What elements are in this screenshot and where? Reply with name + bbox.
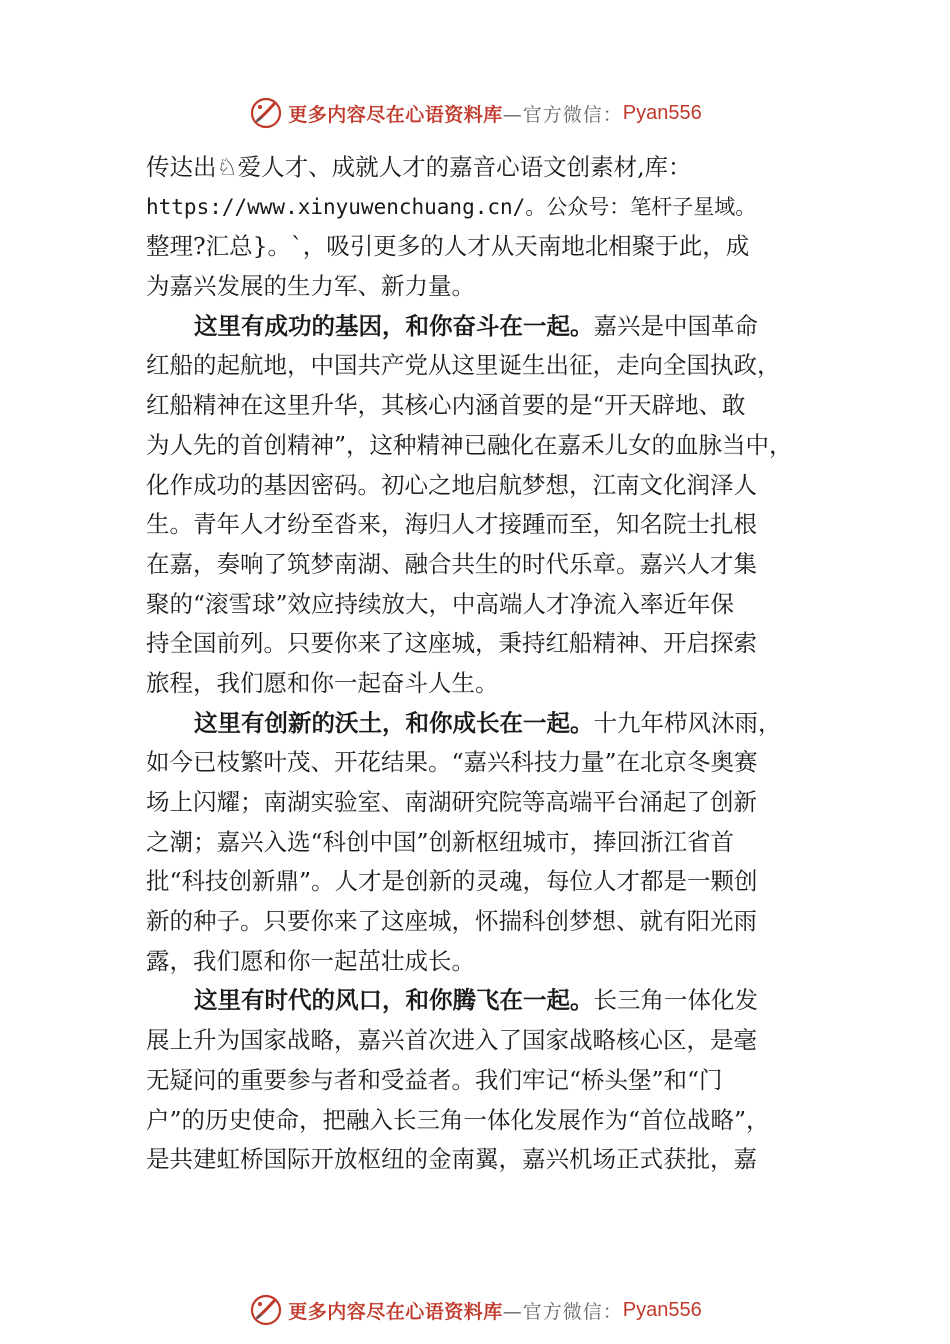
- paragraph-3-first-line: [146, 981, 818, 1021]
- header-watermark: [0, 93, 950, 133]
- body-line: 为人先的首创精神”，这种精神已融化在嘉禾儿女的血脉当中，: [146, 430, 793, 459]
- body-line: 聚的“滚雪球”效应持续放大，中高端人才净流入率近年保: [146, 589, 735, 618]
- header-text-wechat-label: —官方微信：: [502, 103, 623, 126]
- paragraph-2-heading: 这里有创新的沃土，和你成长在一起。: [194, 708, 594, 737]
- body-line: 化作成功的基因密码。初心之地启航梦想，江南文化润泽人: [146, 470, 757, 499]
- body-line: 无疑问的重要参与者和受益者。我们牢记“桥头堡”和“门: [146, 1065, 723, 1094]
- body-line: 为嘉兴发展的生力军、新力量。: [146, 272, 475, 301]
- body-line: 露，我们愿和你一起茁壮成长。: [146, 946, 475, 975]
- brush-logo-icon: [248, 95, 284, 131]
- body-line: 旅程，我们愿和你一起奋斗人生。: [146, 668, 499, 697]
- body-line: 场上闪耀；南湖实验室、南湖研究院等高端平台涌起了创新: [146, 788, 757, 816]
- body-line: 批“科技创新鼎”。人才是创新的灵魂，每位人才都是一颗创: [146, 867, 758, 896]
- body-line: 新的种子。只要你来了这座城，怀揣科创梦想、就有阳光雨: [146, 907, 757, 936]
- body-line: 持全国前列。只要你来了这座城，秉持红船精神、开启探索: [146, 629, 757, 658]
- body-line: 是共建虹桥国际开放枢纽的金南翼，嘉兴机场正式获批，嘉: [146, 1145, 757, 1174]
- body-line: 生。青年人才纷至沓来，海归人才接踵而至，知名院士扎根: [146, 510, 757, 539]
- header-text-wechat-id: Pyan556: [622, 101, 702, 124]
- body-line: https://www.xinyuwenchuang.cn/。公众号：笔杆子星域。: [146, 194, 757, 219]
- footer-text-wechat-label: —官方微信：: [502, 1300, 623, 1323]
- body-line: 在嘉，奏响了筑梦南湖、融合共生的时代乐章。嘉兴人才集: [146, 549, 757, 578]
- paragraph-1-text: 嘉兴是中国革命: [593, 311, 758, 340]
- document-body: [146, 148, 818, 1180]
- body-line: 之潮；嘉兴入选“科创中国”创新枢纽城市，捧回浙江省首: [146, 827, 735, 856]
- paragraph-3-heading: 这里有时代的风口，和你腾飞在一起。: [194, 986, 594, 1015]
- paragraph-1-heading: 这里有成功的基因，和你奋斗在一起。: [194, 311, 594, 340]
- paragraph-2-text: 十九年栉风沐雨，: [593, 708, 782, 737]
- footer-text-wechat-id: Pyan556: [622, 1298, 702, 1321]
- body-line: 展上升为国家战略，嘉兴首次进入了国家战略核心区，是毫: [146, 1026, 757, 1055]
- body-line: 传达出♘爱人才、成就人才的嘉音心语文创素材,库：: [146, 153, 692, 181]
- body-line: 户”的历史使命，把融入长三角一体化发展作为“首位战略”，: [146, 1105, 770, 1134]
- paragraph-1-first-line: [146, 307, 818, 347]
- brush-logo-icon: [248, 1292, 284, 1328]
- body-line: 整理?汇总}。`，吸引更多的人才从天南地北相聚于此，成: [146, 232, 750, 261]
- body-line: 如今已枝繁叶茂、开花结果。“嘉兴科技力量”在北京冬奥赛: [146, 748, 758, 777]
- body-line: 红船的起航地，中国共产党从这里诞生出征，走向全国执政，: [146, 351, 781, 380]
- footer-watermark: [0, 1290, 950, 1330]
- body-line: 红船精神在这里升华，其核心内涵首要的是“开天辟地、敢: [146, 391, 746, 420]
- footer-text-main: 更多内容尽在心语资料库: [288, 1300, 503, 1323]
- paragraph-3-text: 长三角一体化发: [593, 986, 758, 1015]
- paragraph-2-first-line: [146, 704, 818, 744]
- header-text-main: 更多内容尽在心语资料库: [288, 103, 503, 126]
